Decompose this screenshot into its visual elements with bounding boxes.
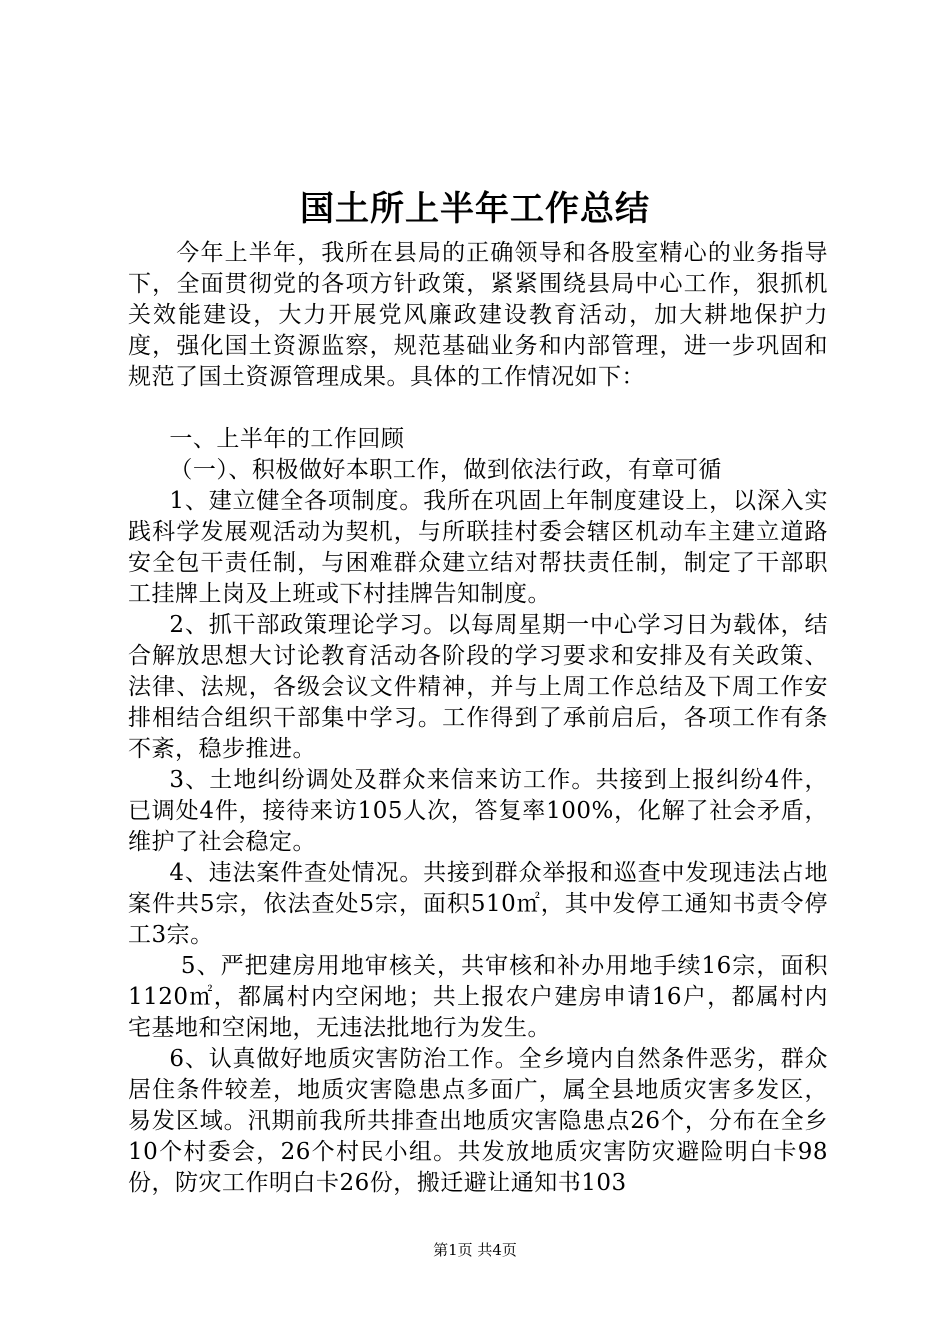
document-title: 国土所上半年工作总结 <box>300 189 650 229</box>
paragraph-gap <box>128 393 828 424</box>
list-item-1: 1、建立健全各项制度。我所在巩固上年制度建设上，以深入实践科学发展观活动为契机，与所联挂村委会辖区机动车主建立道路安全包干责任制，与困难群众建立结对帮扶责任制，制定了干部职工挂牌上岗及上班或下村挂牌告知制度。 <box>128 488 828 607</box>
list-item-6: 6、认真做好地质灾害防治工作。全乡境内自然条件恶劣，群众居住条件较差，地质灾害隐患点多面广，属全县地质灾害多发区，易发区域。汛期前我所共排查出地质灾害隐患点26个，分布在全乡10个村委会，26个村民小组。共发放地质灾害防灾避险明白卡98份，防灾工作明白卡26份，搬迁避让通知书103 <box>128 1046 828 1196</box>
intro-paragraph: 今年上半年，我所在县局的正确领导和各股室精心的业务指导下，全面贯彻党的各项方针政策，紧紧围绕县局中心工作，狠抓机关效能建设，大力开展党风廉政建设教育活动，加大耕地保护力度，强化国土资源监察，规范基础业务和内部管理，进一步巩固和规范了国土资源管理成果。具体的工作情况如下： <box>128 240 828 390</box>
list-item-4: 4、违法案件查处情况。共接到群众举报和巡查中发现违法占地案件共5宗，依法查处5宗，面积510㎡，其中发停工通知书责令停工3宗。 <box>128 860 828 948</box>
list-item-3: 3、土地纠纷调处及群众来信来访工作。共接到上报纠纷4件，已调处4件，接待来访105人次，答复率100%，化解了社会矛盾，维护了社会稳定。 <box>128 767 828 855</box>
list-item-5: 5、严把建房用地审核关，共审核和补办用地手续16宗，面积1120㎡，都属村内空闲地；共上报农户建房申请16户，都属村内宅基地和空闲地，无违法批地行为发生。 <box>128 953 828 1041</box>
page-footer: 第1页 共4页 <box>433 1241 517 1259</box>
section-heading: 一、上半年的工作回顾 <box>169 426 405 452</box>
document-body <box>128 238 828 1199</box>
list-item-2: 2、抓干部政策理论学习。以每周星期一中心学习日为载体，结合解放思想大讨论教育活动各阶段的学习要求和安排及有关政策、法律、法规，各级会议文件精神，并与上周工作总结及下周工作安排相结合组织干部集中学习。工作得到了承前启后，各项工作有条不紊，稳步推进。 <box>128 612 828 762</box>
subsection-heading: （一）、积极做好本职工作，做到依法行政，有章可循 <box>169 457 722 483</box>
